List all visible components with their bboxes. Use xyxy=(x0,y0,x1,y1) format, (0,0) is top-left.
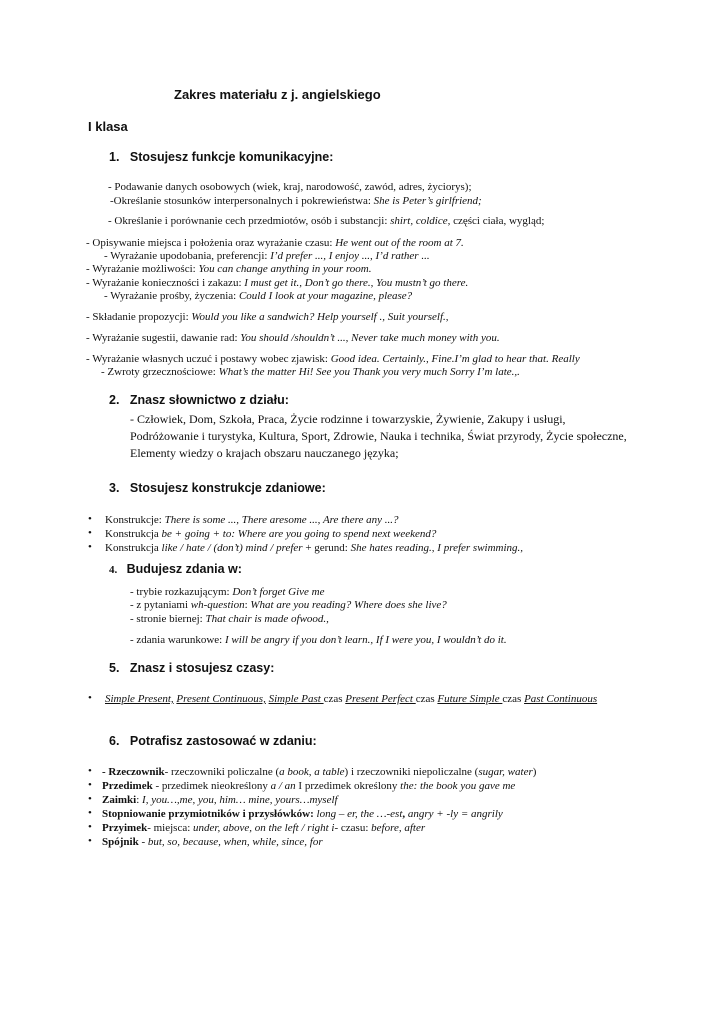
construction-item: Konstrukcja like / hate / (don’t) mind / prefer + gerund: She hates reading., I prefer swimming., xyxy=(105,542,524,554)
grammar-item: Przedimek - przedimek nieokreślony a / an I przedimek określony the: the book you gave me xyxy=(102,780,516,792)
function-item: - Wyrażanie możliwości: You can change anything in your room. xyxy=(86,263,372,275)
section-2-heading xyxy=(109,393,289,407)
bullet-icon: • xyxy=(88,835,92,847)
section-1-heading xyxy=(109,150,333,164)
section-number: 1. xyxy=(109,150,120,164)
bullet-icon: • xyxy=(88,793,92,805)
function-item: - Wyrażanie prośby, życzenia: Could I look at your magazine, please? xyxy=(104,290,413,302)
section-title: Potrafisz zastosować w zdaniu: xyxy=(129,734,317,748)
bullet-icon: • xyxy=(88,527,92,539)
vocab-line: Elementy wiedzy o krajach obszaru nauczanego języka; xyxy=(130,446,399,460)
function-item: - Wyrażanie własnych uczuć i postawy wobec zjawisk: Good idea. Certainly., Fine.I’m glad to hear that. Really xyxy=(86,353,580,365)
function-item: - Składanie propozycji: Would you like a sandwich? Help yourself ., Suit yourself., xyxy=(86,311,449,323)
sentence-item: - z pytaniami wh-question: What are you reading? Where does she live? xyxy=(130,599,447,611)
sentence-item: - trybie rozkazującym: Don’t forget Give me xyxy=(130,586,325,598)
grammar-item: Stopniowanie przymiotników i przysłówków: long – er, the …-est, angry + -ly = angrily xyxy=(102,808,503,820)
section-number: 2. xyxy=(109,393,120,407)
section-number: 5. xyxy=(109,661,120,675)
section-number: 4. xyxy=(109,564,118,576)
function-item: - Opisywanie miejsca i położenia oraz wyrażanie czasu: He went out of the room at 7. xyxy=(86,237,464,249)
bullet-icon: • xyxy=(88,541,92,553)
section-number: 6. xyxy=(109,734,120,748)
section-6-heading xyxy=(109,734,317,748)
section-title: Stosujesz funkcje komunikacyjne: xyxy=(129,150,334,164)
sentence-item: - stronie biernej: That chair is made ofwood., xyxy=(130,613,329,625)
section-5-heading xyxy=(109,661,274,675)
section-title: Budujesz zdania w: xyxy=(126,562,242,576)
section-title: Stosujesz konstrukcje zdaniowe: xyxy=(129,481,326,495)
page-title: Zakres materiału z j. angielskiego xyxy=(174,87,381,102)
function-item: - Wyrażanie upodobania, preferencji: I’d prefer ..., I enjoy ..., I’d rather ... xyxy=(104,250,430,262)
function-item: -Określanie stosunków interpersonalnych i pokrewieństwa: She is Peter’s girlfriend; xyxy=(110,195,482,207)
bullet-icon: • xyxy=(88,692,92,704)
section-title: Znasz i stosujesz czasy: xyxy=(129,661,275,675)
grammar-item: Spójnik - but, so, because, when, while, since, for xyxy=(102,836,323,848)
section-4-heading xyxy=(109,562,242,577)
construction-item: Konstrukcje: There is some ..., There aresome ..., Are there any ...? xyxy=(105,514,399,526)
function-item: - Zwroty grzecznościowe: What’s the matter Hi! See you Thank you very much Sorry I’m late.,. xyxy=(101,366,520,378)
grammar-item: Zaimki: I, you…,me, you, him… mine, yours…myself xyxy=(102,794,338,806)
sentence-item: - zdania warunkowe: I will be angry if you don’t learn., If I were you, I wouldn’t do it. xyxy=(130,634,507,646)
tenses-line: Simple Present, Present Continuous, Simple Past czas Present Perfect czas Future Simple czas Past Continuous xyxy=(105,693,598,705)
bullet-icon: • xyxy=(88,821,92,833)
function-item: - Wyrażanie konieczności i zakazu: I must get it., Don’t go there., You mustn’t go there. xyxy=(86,277,469,289)
bullet-icon: • xyxy=(88,513,92,525)
function-item: - Wyrażanie sugestii, dawanie rad: You should /shouldn’t ..., Never take much money with you. xyxy=(86,332,500,344)
section-number: 3. xyxy=(109,481,120,495)
class-label: I klasa xyxy=(88,119,128,134)
function-item: - Podawanie danych osobowych (wiek, kraj, narodowość, zawód, adres, życiorys); xyxy=(108,181,472,193)
vocab-line: - Człowiek, Dom, Szkoła, Praca, Życie rodzinne i towarzyskie, Żywienie, Zakupy i usługi, xyxy=(130,412,566,426)
vocab-line: Podróżowanie i turystyka, Kultura, Sport, Zdrowie, Nauka i technika, Świat przyrody, Życie społeczne, xyxy=(130,429,627,443)
section-title: Znasz słownictwo z działu: xyxy=(129,393,289,407)
bullet-icon: • xyxy=(88,765,92,777)
function-item: - Określanie i porównanie cech przedmiotów, osób i substancji: shirt, coldice, części ciała, wygląd; xyxy=(108,215,545,227)
construction-item: Konstrukcja be + going + to: Where are you going to spend next weekend? xyxy=(105,528,437,540)
grammar-item: Przyimek- miejsca: under, above, on the left / right i- czasu: before, after xyxy=(102,822,426,834)
section-3-heading xyxy=(109,481,326,495)
bullet-icon: • xyxy=(88,807,92,819)
bullet-icon: • xyxy=(88,779,92,791)
grammar-item: - Rzeczownik- rzeczowniki policzalne (a book, a table) i rzeczowniki niepoliczalne (sugar, water) xyxy=(102,766,537,778)
